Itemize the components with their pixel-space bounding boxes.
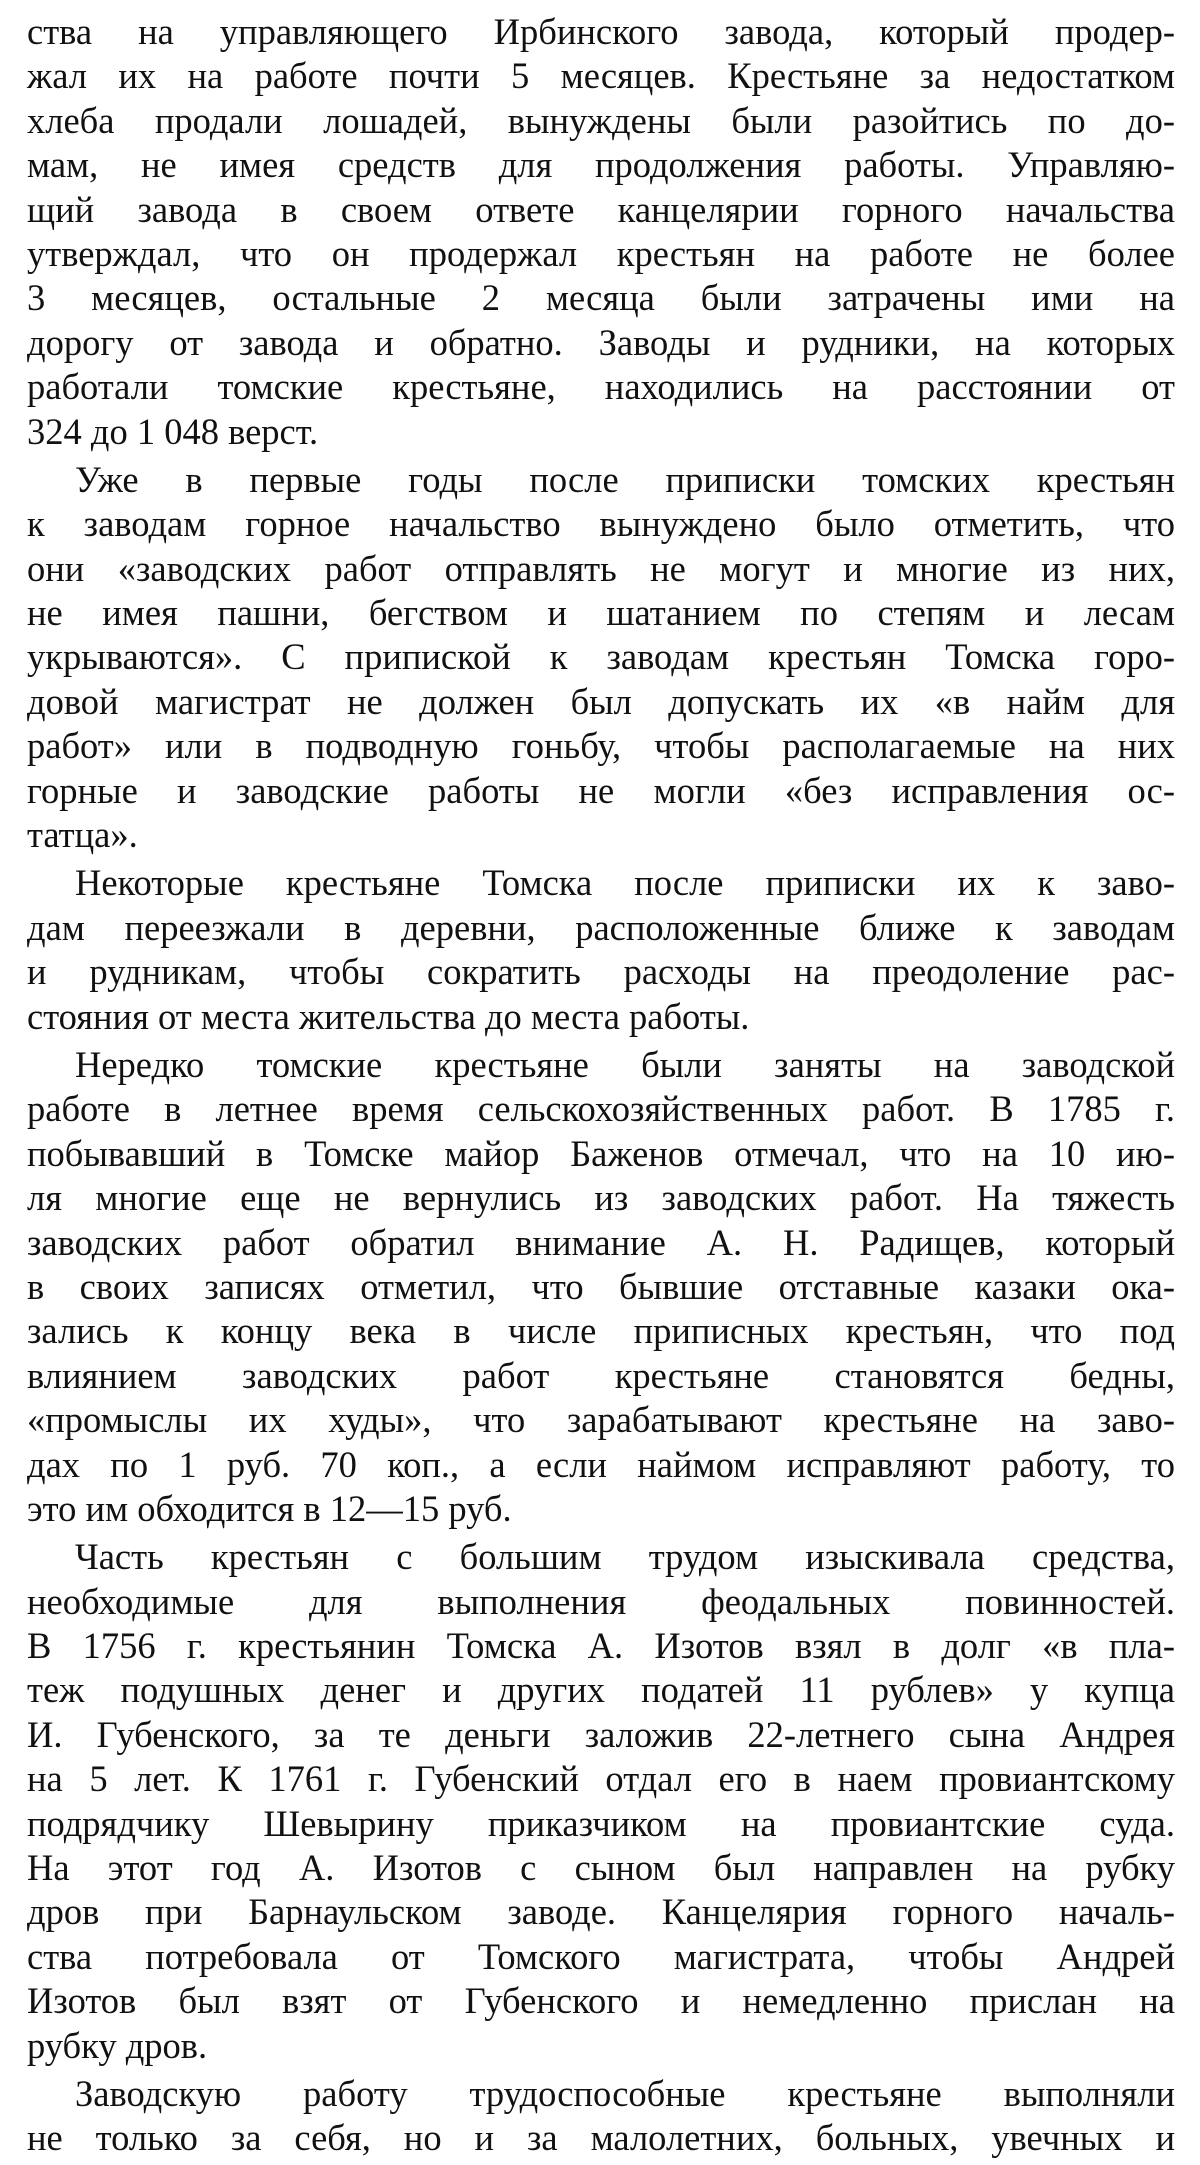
text-line: Изотов был взят от Губенского и немедленно прислан на [27, 1980, 1175, 2022]
text-line: не имея пашни, бегством и шатанием по степям и лесам [27, 592, 1175, 634]
text-line: ля многие еще не вернулись из заводских работ. На тяжесть [27, 1177, 1175, 1219]
paragraph-2 [27, 458, 1175, 858]
text-line: зались к концу века в числе приписных крестьян, что под [27, 1310, 1175, 1352]
text-line: на 5 лет. К 1761 г. Губенский отдал его в наем провиантскому [27, 1758, 1175, 1800]
text-line: И. Губенского, за те деньги заложив 22-летнего сына Андрея [27, 1713, 1175, 1755]
text-line: 324 до 1 048 верст. [27, 410, 319, 452]
text-line: к заводам горное начальство вынуждено было отметить, что [27, 503, 1175, 545]
text-line: горные и заводские работы не могли «без исправления ос- [27, 769, 1175, 811]
paragraph-3 [27, 861, 1175, 1039]
text-line: они «заводских работ отправлять не могут и многие из них, [27, 547, 1175, 589]
text-line: заводских работ обратил внимание А. Н. Радищев, который [27, 1221, 1175, 1263]
text-line: работе в летнее время сельскохозяйственных работ. В 1785 г. [27, 1088, 1175, 1130]
text-line: 3 месяцев, остальные 2 месяца были затрачены ими на [27, 277, 1175, 319]
paragraph-6 [27, 2072, 1175, 2161]
text-line: ства на управляющего Ирбинского завода, который продер- [27, 11, 1175, 52]
text-line: подрядчику Шевырину приказчиком на провиантские суда. [27, 1802, 1175, 1844]
text-line: ства потребовала от Томского магистрата, чтобы Андрей [27, 1935, 1175, 1977]
text-line: На этот год А. Изотов с сыном был направлен на рубку [27, 1847, 1175, 1889]
text-line: не только за себя, но и за малолетних, больных, увечных и [27, 2117, 1175, 2159]
text-line: и рудникам, чтобы сократить расходы на преодоление рас- [27, 951, 1175, 993]
text-line: в своих записях отметил, что бывшие отставные казаки ока- [27, 1265, 1175, 1307]
text-line: влиянием заводских работ крестьяне становятся бедны, [27, 1354, 1175, 1396]
text-line: теж подушных денег и других податей 11 рублев» у купца [27, 1669, 1175, 1711]
paragraph-5 [27, 1535, 1175, 2068]
body-text [27, 10, 1175, 2165]
text-line: «промыслы их худы», что зарабатывают крестьяне на заво- [27, 1399, 1175, 1441]
text-line: необходимые для выполнения феодальных повинностей. [27, 1580, 1175, 1622]
text-line: мам, не имея средств для продолжения работы. Управляю- [27, 144, 1175, 186]
text-line: дров при Барнаульском заводе. Канцелярия горного началь- [27, 1891, 1175, 1933]
text-line: дах по 1 руб. 70 коп., а если наймом исправляют работу, то [27, 1443, 1175, 1485]
text-line: Некоторые крестьяне Томска после приписки их к заво- [75, 862, 1175, 904]
text-line: рубку дров. [27, 2024, 208, 2066]
text-line: Уже в первые годы после приписки томских крестьян [75, 458, 1175, 500]
text-line: татца». [27, 814, 138, 856]
text-line: Заводскую работу трудоспособные крестьяне выполняли [75, 2072, 1175, 2114]
text-line: хлеба продали лошадей, вынуждены были разойтись по до- [27, 99, 1175, 141]
text-line: работали томские крестьяне, находились на расстоянии от [27, 366, 1175, 408]
text-line: дорогу от завода и обратно. Заводы и рудники, на которых [27, 321, 1175, 363]
text-line: утверждал, что он продержал крестьян на работе не более [27, 232, 1175, 274]
text-line: Нередко томские крестьяне были заняты на заводской [75, 1043, 1175, 1085]
text-line: это им обходится в 12—15 руб. [27, 1487, 512, 1529]
text-line: работ» или в подводную гоньбу, чтобы располагаемые на них [27, 725, 1175, 767]
text-line: Часть крестьян с большим трудом изыскивала средства, [75, 1536, 1175, 1578]
paragraph-1 [27, 10, 1175, 454]
text-line: стояния от места жительства до места работы. [27, 995, 750, 1037]
text-line: щий завода в своем ответе канцелярии горного начальства [27, 188, 1175, 230]
text-line: укрываются». С припиской к заводам крестьян Томска горо- [27, 636, 1175, 678]
paragraph-4 [27, 1043, 1175, 1531]
text-line: жал их на работе почти 5 месяцев. Крестьяне за недостатком [27, 55, 1175, 97]
text-line: довой магистрат не должен был допускать их «в найм для [27, 680, 1175, 722]
text-line: В 1756 г. крестьянин Томска А. Изотов взял в долг «в пла- [27, 1625, 1175, 1667]
text-line: дам переезжали в деревни, расположенные ближе к заводам [27, 906, 1175, 948]
text-line: побывавший в Томске майор Баженов отмечал, что на 10 ию- [27, 1132, 1175, 1174]
